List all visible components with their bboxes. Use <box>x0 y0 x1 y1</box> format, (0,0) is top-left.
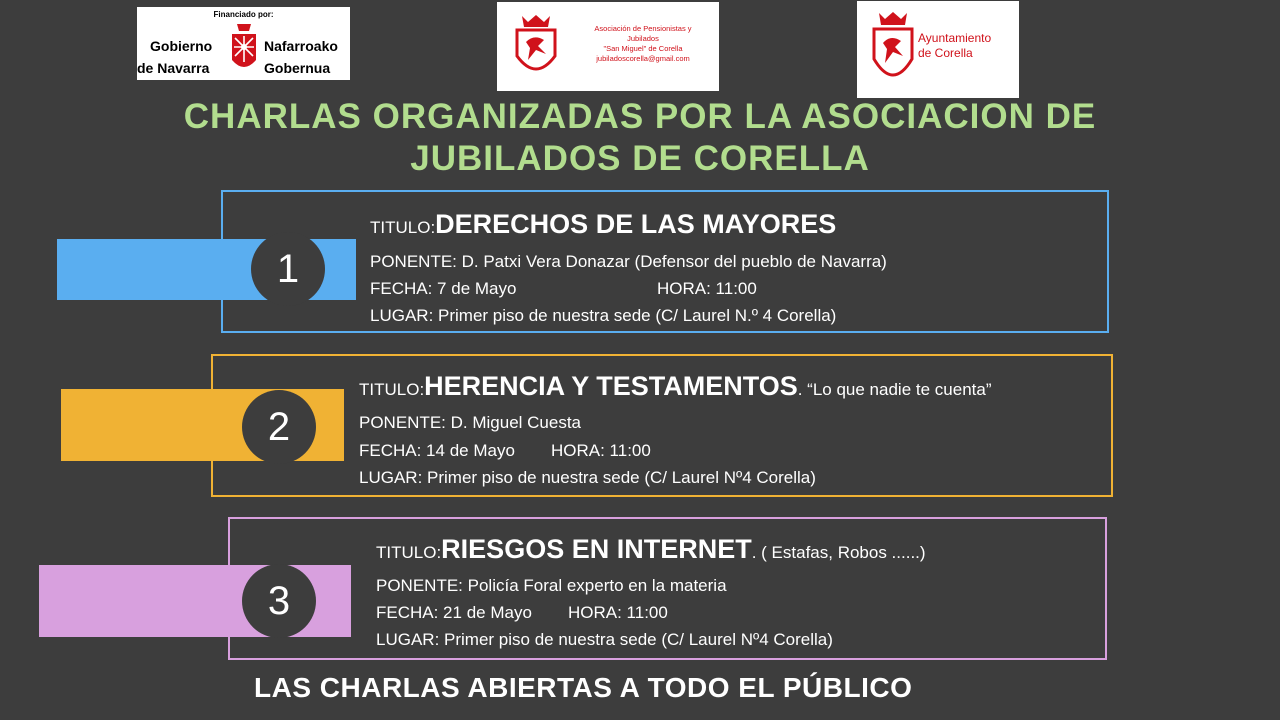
navarra-right-line1: Nafarroako <box>264 38 338 54</box>
talk-lugar-1: LUGAR: Primer piso de nuestra sede (C/ Laurel N.º 4 Corella) <box>370 306 837 325</box>
title-line-1: CHARLAS ORGANIZADAS POR LA ASOCIACION DE <box>183 97 1097 136</box>
corella-crest-icon <box>514 14 558 80</box>
footer-banner: LAS CHARLAS ABIERTAS A TODO EL PÚBLICO <box>254 672 913 703</box>
talk-hora-3: HORA: 11:00 <box>568 603 668 622</box>
talk-fecha-1: FECHA: 7 de Mayo <box>370 279 517 298</box>
talk-title-2: TITULO:HERENCIA Y TESTAMENTOS. “Lo que nadie te cuenta” <box>359 371 992 401</box>
talk-title-3: TITULO:RIESGOS EN INTERNET. ( Estafas, Robos ......) <box>376 534 926 564</box>
ayuntamiento-logo <box>857 1 1019 98</box>
talk-ponente-3: PONENTE: Policía Foral experto en la materia <box>376 576 727 595</box>
ayuntamiento-crest-icon <box>871 11 915 89</box>
talk-number-2: 2 <box>242 390 316 464</box>
talk-ponente-2: PONENTE: D. Miguel Cuesta <box>359 413 582 432</box>
talk-hora-1: HORA: 11:00 <box>657 279 757 298</box>
financed-by-label: Financiado por: <box>213 10 274 19</box>
navarra-shield-icon <box>229 22 259 76</box>
navarra-left-line2: de Navarra <box>137 60 210 76</box>
talk-hora-2: HORA: 11:00 <box>551 441 651 460</box>
talk-fecha-3: FECHA: 21 de Mayo <box>376 603 532 622</box>
navarra-right-line2: Gobernua <box>264 60 331 76</box>
page-title <box>0 96 1280 180</box>
title-line-2: JUBILADOS DE CORELLA <box>410 139 870 178</box>
ayuntamiento-text: Ayuntamiento de Corella <box>918 31 992 60</box>
talk-ponente-1: PONENTE: D. Patxi Vera Donazar (Defensor del pueblo de Navarra) <box>370 252 887 271</box>
talk-number-3: 3 <box>242 564 316 638</box>
talk-number-1: 1 <box>251 232 325 306</box>
talk-fecha-2: FECHA: 14 de Mayo <box>359 441 515 460</box>
talk-lugar-3: LUGAR: Primer piso de nuestra sede (C/ Laurel Nº4 Corella) <box>376 630 833 649</box>
asociacion-logo <box>497 2 719 91</box>
gobierno-navarra-logo <box>137 7 350 80</box>
navarra-left-line1: Gobierno <box>150 38 213 54</box>
talk-lugar-2: LUGAR: Primer piso de nuestra sede (C/ Laurel Nº4 Corella) <box>359 468 816 487</box>
talk-title-1: TITULO:DERECHOS DE LAS MAYORES <box>370 209 837 239</box>
asociacion-text: Asociación de Pensionistas y Jubilados "San Miguel" de Corella jubiladoscorella@gmail.com <box>594 24 692 63</box>
